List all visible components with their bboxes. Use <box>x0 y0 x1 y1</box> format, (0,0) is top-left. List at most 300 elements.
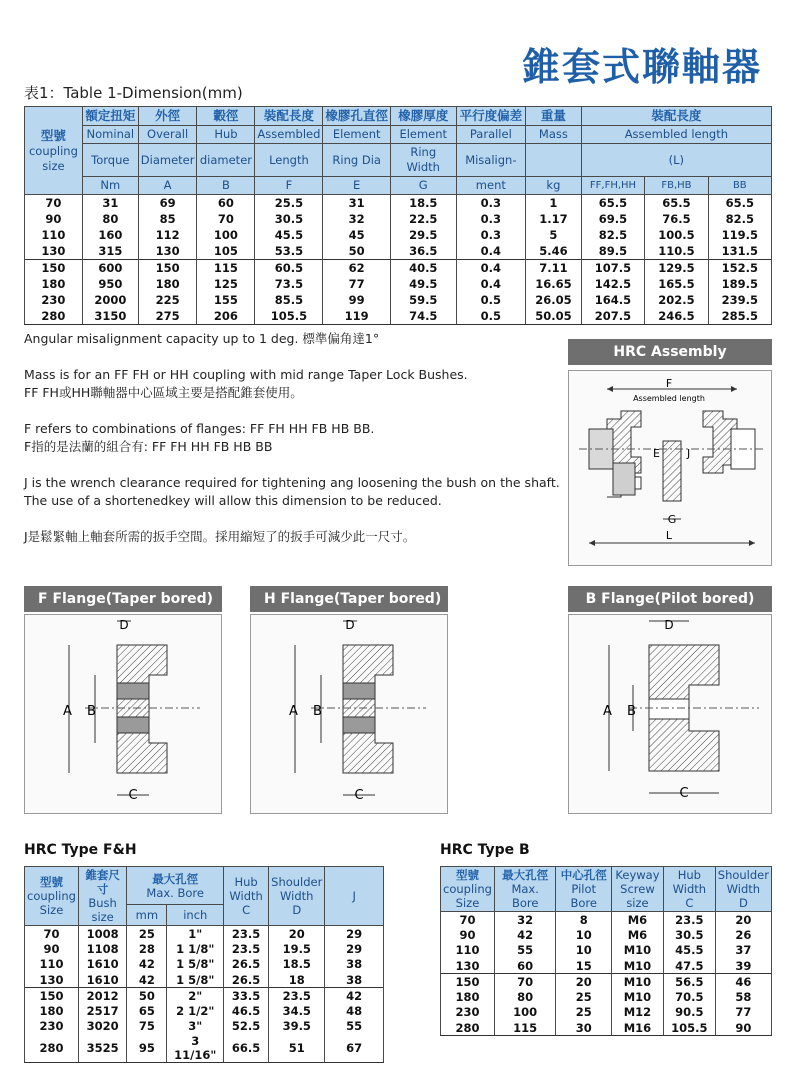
dimension-cell: 100.5 <box>645 227 708 243</box>
b-cell: 30 <box>556 1020 612 1036</box>
b-cell: 70 <box>494 974 555 990</box>
note-j-en2: The use of a shortenedkey will allow this dimension to be reduced. <box>24 493 442 508</box>
b-cell: 100 <box>494 1005 555 1021</box>
dimension-cell: 600 <box>82 259 138 275</box>
b-cell: 105.5 <box>663 1020 715 1036</box>
b-cell: 25 <box>556 989 612 1005</box>
col-width: 橡膠厚度 <box>390 107 456 126</box>
fh-cell: 280 <box>25 1034 79 1063</box>
col-par: 平行度偏差 <box>456 107 526 126</box>
dimension-cell: 73.5 <box>255 275 323 291</box>
table-row <box>25 243 772 259</box>
fh-cell: 38 <box>325 957 384 973</box>
dimension-cell: 206 <box>197 308 255 324</box>
b-cell: 30.5 <box>663 927 715 943</box>
hdr-text: Length <box>255 144 323 177</box>
dimension-cell: 25.5 <box>255 195 323 211</box>
dimension-cell: 107.5 <box>581 259 645 275</box>
flange-f-a-label: A <box>63 704 72 719</box>
fh-cell: 34.5 <box>269 1003 325 1019</box>
table-row <box>25 259 772 275</box>
b-cell: 20 <box>715 912 771 928</box>
b-cell: 77 <box>715 1005 771 1021</box>
dimension-cell: 40.5 <box>390 259 456 275</box>
dimension-cell: 69 <box>138 195 197 211</box>
hdr-unit: B <box>197 177 255 195</box>
dimension-cell: 1.17 <box>526 211 582 227</box>
fh-cell: 52.5 <box>224 1019 269 1035</box>
table-row <box>25 211 772 227</box>
dimension-cell: 22.5 <box>390 211 456 227</box>
fh-col-size: 型號 coupling Size <box>25 867 79 926</box>
flange-b-b-label: B <box>627 704 636 719</box>
table-row <box>441 927 772 943</box>
table-row <box>25 275 772 291</box>
dimension-cell: 50 <box>323 243 391 259</box>
fh-col-bush: 錐套尺寸 Bush size <box>78 867 126 926</box>
dimension-cell: 70 <box>197 211 255 227</box>
note-mass-en: Mass is for an FF FH or HH coupling with mid range Taper Lock Bushes. <box>24 367 468 382</box>
col-asm: 裝配長度 <box>255 107 323 126</box>
dimension-cell: 0.4 <box>456 259 526 275</box>
table-row <box>25 972 384 988</box>
table-row <box>25 1019 384 1035</box>
hdr-unit: Nm <box>82 177 138 195</box>
fh-cell: 180 <box>25 1003 79 1019</box>
fh-cell: 1108 <box>78 941 126 957</box>
dimension-cell: 45.5 <box>255 227 323 243</box>
b-cell: M10 <box>612 943 664 959</box>
hdr-unit: F <box>255 177 323 195</box>
b-table-body <box>441 912 772 1036</box>
table1-caption: 表1：Table 1-Dimension(mm) <box>24 84 243 102</box>
dimension-cell: 160 <box>82 227 138 243</box>
fh-col-j: J <box>325 867 384 926</box>
hdr-text: Hub <box>197 126 255 144</box>
flange-f-diagram <box>24 614 222 814</box>
fh-cell: 20 <box>269 926 325 942</box>
fh-cell: 19.5 <box>269 941 325 957</box>
dimension-cell: 280 <box>25 308 83 324</box>
dimension-cell: 2000 <box>82 292 138 308</box>
b-cell: 115 <box>494 1020 555 1036</box>
fh-cell: 3 11/16" <box>167 1034 224 1063</box>
hdr-text: Element <box>390 126 456 144</box>
b-cell: 32 <box>494 912 555 928</box>
table-row <box>441 1020 772 1036</box>
dimension-cell: 180 <box>25 275 83 291</box>
hdr-unit: E <box>323 177 391 195</box>
fh-cell: 3525 <box>78 1034 126 1063</box>
table-row <box>25 292 772 308</box>
dimension-cell: 246.5 <box>645 308 708 324</box>
dimension-cell: 45 <box>323 227 391 243</box>
b-cell: 60 <box>494 958 555 974</box>
table-row <box>441 974 772 990</box>
dimension-cell: 164.5 <box>581 292 645 308</box>
dimension-cell: 165.5 <box>645 275 708 291</box>
fh-cell: 33.5 <box>224 988 269 1004</box>
dimension-cell: 150 <box>138 259 197 275</box>
flange-f-d-label: D <box>119 618 129 632</box>
dimension-cell: 18.5 <box>390 195 456 211</box>
b-cell: 90.5 <box>663 1005 715 1021</box>
flange-h-b-label: B <box>313 704 322 719</box>
dimension-cell: 110 <box>25 227 83 243</box>
b-cell: 80 <box>494 989 555 1005</box>
hdr-text: Assembled <box>255 126 323 144</box>
col-torque: 額定扭矩 <box>82 107 138 126</box>
hdr-text: Torque <box>82 144 138 177</box>
fh-cell: 1 1/8" <box>167 941 224 957</box>
fh-col-hub: Hub Width C <box>224 867 269 926</box>
b-cell: 10 <box>556 943 612 959</box>
table-row <box>441 1005 772 1021</box>
dimension-cell: 125 <box>197 275 255 291</box>
b-cell: M10 <box>612 958 664 974</box>
hdr-text: Overall <box>138 126 197 144</box>
dimension-cell: 85 <box>138 211 197 227</box>
fh-cell: 2012 <box>78 988 126 1004</box>
fh-cell: 65 <box>127 1003 167 1019</box>
dimension-cell: 99 <box>323 292 391 308</box>
hdr-unit: ment <box>456 177 526 195</box>
fh-cell: 2 1/2" <box>167 1003 224 1019</box>
dimension-cell: 49.5 <box>390 275 456 291</box>
table-row <box>441 912 772 928</box>
b-cell: M10 <box>612 989 664 1005</box>
assembly-title: HRC Assembly <box>568 339 772 365</box>
b-cell: 8 <box>556 912 612 928</box>
dimension-cell: 69.5 <box>581 211 645 227</box>
fh-col-bore: 最大孔徑 Max. Bore <box>127 867 224 905</box>
flange-h-c-label: C <box>354 788 364 803</box>
dimension-cell: 36.5 <box>390 243 456 259</box>
dimension-cell: 115 <box>197 259 255 275</box>
dimension-cell: 3150 <box>82 308 138 324</box>
dimension-cell: 59.5 <box>390 292 456 308</box>
hdr-text: Nominal <box>82 126 138 144</box>
b-cell: 47.5 <box>663 958 715 974</box>
fh-cell: 23.5 <box>224 926 269 942</box>
note-j-zh: J是鬆緊軸上軸套所需的扳手空間。採用縮短了的扳手可減少此一尺寸。 <box>24 529 416 544</box>
dimension-cell: 105 <box>197 243 255 259</box>
fh-cell: 1 5/8" <box>167 972 224 988</box>
fh-cell: 48 <box>325 1003 384 1019</box>
hdr-text <box>526 144 582 177</box>
hdr-unit: BB <box>708 177 771 195</box>
fh-cell: 1610 <box>78 957 126 973</box>
fh-cell: 51 <box>269 1034 325 1063</box>
fh-cell: 26.5 <box>224 957 269 973</box>
fh-cell: 29 <box>325 941 384 957</box>
dimension-cell: 74.5 <box>390 308 456 324</box>
hdr-text: Ring Width <box>390 144 456 177</box>
dimension-cell: 76.5 <box>645 211 708 227</box>
flange-b-d-label: D <box>664 618 674 632</box>
fh-cell: 230 <box>25 1019 79 1035</box>
hdr-unit: G <box>390 177 456 195</box>
dimension-cell: 26.05 <box>526 292 582 308</box>
dimension-cell: 85.5 <box>255 292 323 308</box>
flange-h-d-label: D <box>345 618 355 632</box>
dim-f-label: F <box>665 377 673 390</box>
flange-b-title: B Flange(Pilot bored) <box>568 586 772 612</box>
dimension-cell: 239.5 <box>708 292 771 308</box>
hdr-unit: A <box>138 177 197 195</box>
hdr-text: Assembled length <box>581 126 771 144</box>
table-row <box>25 1034 384 1063</box>
table-row <box>25 957 384 973</box>
col-od: 外徑 <box>138 107 197 126</box>
b-cell: 56.5 <box>663 974 715 990</box>
dimension-cell: 105.5 <box>255 308 323 324</box>
b-cell: 110 <box>441 943 495 959</box>
fh-cell: 2517 <box>78 1003 126 1019</box>
table-row <box>25 988 384 1004</box>
hdr-text: Mass <box>526 126 582 144</box>
fh-cell: 95 <box>127 1034 167 1063</box>
fh-cell: 26.5 <box>224 972 269 988</box>
b-cell: 42 <box>494 927 555 943</box>
b-col-hub: Hub Width C <box>663 867 715 912</box>
dimension-cell: 129.5 <box>645 259 708 275</box>
dimension-cell: 110.5 <box>645 243 708 259</box>
dimension-cell: 119.5 <box>708 227 771 243</box>
fh-cell: 1 5/8" <box>167 957 224 973</box>
fh-cell: 42 <box>325 988 384 1004</box>
fh-cell: 46.5 <box>224 1003 269 1019</box>
fh-cell: 23.5 <box>269 988 325 1004</box>
dimension-cell: 31 <box>82 195 138 211</box>
table-row <box>25 308 772 324</box>
b-cell: M10 <box>612 974 664 990</box>
dimension-cell: 90 <box>25 211 83 227</box>
b-cell: 15 <box>556 958 612 974</box>
flange-h-diagram <box>250 614 448 814</box>
b-cell: 39 <box>715 958 771 974</box>
dimension-cell: 65.5 <box>645 195 708 211</box>
dimension-cell: 180 <box>138 275 197 291</box>
hdr-text: Ring Dia <box>323 144 391 177</box>
dim-e-label: E <box>653 447 660 460</box>
fh-cell: 130 <box>25 972 79 988</box>
flange-b-a-label: A <box>603 704 612 719</box>
flange-f-c-label: C <box>128 788 138 803</box>
dimension-cell: 32 <box>323 211 391 227</box>
dimension-cell: 77 <box>323 275 391 291</box>
fh-cell: 66.5 <box>224 1034 269 1063</box>
col-ring: 橡膠孔直徑 <box>323 107 391 126</box>
b-title: HRC Type B <box>440 842 530 858</box>
dimension-cell: 150 <box>25 259 83 275</box>
dimension-cell: 60.5 <box>255 259 323 275</box>
dimension-cell: 100 <box>197 227 255 243</box>
hdr-text: Misalign- <box>456 144 526 177</box>
dimension-cell: 0.5 <box>456 308 526 324</box>
fh-cell: 110 <box>25 957 79 973</box>
hdr-text: Diameter <box>138 144 197 177</box>
flange-f-title: F Flange(Taper bored) <box>24 586 222 612</box>
table-row <box>441 989 772 1005</box>
fh-cell: 2" <box>167 988 224 1004</box>
dimension-table <box>24 106 772 325</box>
b-table <box>440 866 772 1036</box>
b-cell: M6 <box>612 927 664 943</box>
table-row <box>441 958 772 974</box>
dimension-cell: 130 <box>138 243 197 259</box>
dimension-cell: 82.5 <box>708 211 771 227</box>
dimension-cell: 230 <box>25 292 83 308</box>
table-row <box>25 926 384 942</box>
dimension-table-body <box>25 195 772 325</box>
fh-cell: 3" <box>167 1019 224 1035</box>
col-size: 型號 coupling size <box>25 107 83 195</box>
hdr-text: (L) <box>581 144 771 177</box>
note-mass-zh: FF FH或HH聯軸器中心區域主要是搭配錐套使用。 <box>24 385 303 400</box>
dimension-cell: 0.3 <box>456 195 526 211</box>
b-cell: 23.5 <box>663 912 715 928</box>
hdr-unit: FB,HB <box>645 177 708 195</box>
b-col-size: 型號 coupling Size <box>441 867 495 912</box>
fh-cell: 70 <box>25 926 79 942</box>
fh-cell: 23.5 <box>224 941 269 957</box>
fh-cell: 75 <box>127 1019 167 1035</box>
dimension-cell: 29.5 <box>390 227 456 243</box>
b-cell: 70 <box>441 912 495 928</box>
b-cell: 25 <box>556 1005 612 1021</box>
dimension-cell: 142.5 <box>581 275 645 291</box>
note-f-zh: F指的是法蘭的組合有: FF FH HH FB HB BB <box>24 439 273 454</box>
col-mass: 重量 <box>526 107 582 126</box>
fh-cell: 150 <box>25 988 79 1004</box>
b-cell: 45.5 <box>663 943 715 959</box>
hdr-text: diameter <box>197 144 255 177</box>
fh-table <box>24 866 384 1063</box>
dimension-cell: 0.3 <box>456 227 526 243</box>
dim-l-label: L <box>665 529 673 542</box>
fh-col-inch: inch <box>167 905 224 926</box>
fh-cell: 39.5 <box>269 1019 325 1035</box>
note-f-en: F refers to combinations of flanges: FF FH HH FB HB BB. <box>24 421 375 436</box>
dimension-cell: 202.5 <box>645 292 708 308</box>
notes <box>24 330 564 564</box>
fh-cell: 29 <box>325 926 384 942</box>
b-cell: 70.5 <box>663 989 715 1005</box>
dimension-cell: 130 <box>25 243 83 259</box>
dim-asm-label: Assembled length <box>633 394 705 403</box>
dimension-cell: 30.5 <box>255 211 323 227</box>
col-hub: 轂徑 <box>197 107 255 126</box>
dim-j-label: J <box>687 447 691 460</box>
b-cell: 20 <box>556 974 612 990</box>
dimension-cell: 5 <box>526 227 582 243</box>
dimension-cell: 5.46 <box>526 243 582 259</box>
b-cell: 130 <box>441 958 495 974</box>
dimension-cell: 119 <box>323 308 391 324</box>
fh-cell: 42 <box>127 957 167 973</box>
fh-cell: 38 <box>325 972 384 988</box>
dimension-cell: 207.5 <box>581 308 645 324</box>
dimension-cell: 112 <box>138 227 197 243</box>
dimension-cell: 225 <box>138 292 197 308</box>
dimension-cell: 950 <box>82 275 138 291</box>
dimension-cell: 189.5 <box>708 275 771 291</box>
hdr-text: Parallel <box>456 126 526 144</box>
dimension-cell: 65.5 <box>708 195 771 211</box>
b-cell: 180 <box>441 989 495 1005</box>
col-al: 裝配長度 <box>581 107 771 126</box>
fh-col-shoulder: Shoulder Width D <box>269 867 325 926</box>
dimension-cell: 131.5 <box>708 243 771 259</box>
fh-cell: 55 <box>325 1019 384 1035</box>
fh-title: HRC Type F&H <box>24 842 137 858</box>
fh-cell: 50 <box>127 988 167 1004</box>
dimension-cell: 315 <box>82 243 138 259</box>
b-cell: 26 <box>715 927 771 943</box>
dimension-cell: 155 <box>197 292 255 308</box>
note-j-en: J is the wrench clearance required for tightening ang loosening the bush on the shaft. <box>24 475 560 490</box>
dimension-cell: 0.5 <box>456 292 526 308</box>
dimension-cell: 82.5 <box>581 227 645 243</box>
b-cell: 90 <box>441 927 495 943</box>
dimension-cell: 65.5 <box>581 195 645 211</box>
b-cell: 90 <box>715 1020 771 1036</box>
fh-cell: 18 <box>269 972 325 988</box>
table-row <box>25 941 384 957</box>
dimension-cell: 53.5 <box>255 243 323 259</box>
dimension-cell: 31 <box>323 195 391 211</box>
b-cell: 280 <box>441 1020 495 1036</box>
flange-b-diagram <box>568 614 772 814</box>
dimension-cell: 152.5 <box>708 259 771 275</box>
b-cell: M16 <box>612 1020 664 1036</box>
b-cell: M12 <box>612 1005 664 1021</box>
dimension-cell: 89.5 <box>581 243 645 259</box>
dimension-cell: 7.11 <box>526 259 582 275</box>
b-cell: 10 <box>556 927 612 943</box>
dimension-cell: 70 <box>25 195 83 211</box>
b-cell: M6 <box>612 912 664 928</box>
dimension-cell: 16.65 <box>526 275 582 291</box>
fh-cell: 3020 <box>78 1019 126 1035</box>
flange-b-c-label: C <box>679 786 689 801</box>
fh-cell: 90 <box>25 941 79 957</box>
b-cell: 150 <box>441 974 495 990</box>
dimension-cell: 0.3 <box>456 211 526 227</box>
assembly-diagram <box>568 370 772 566</box>
fh-col-mm: mm <box>127 905 167 926</box>
b-col-bore: 最大孔徑 Max. Bore <box>494 867 555 912</box>
hdr-unit: FF,FH,HH <box>581 177 645 195</box>
dimension-cell: 80 <box>82 211 138 227</box>
fh-table-body <box>25 926 384 1063</box>
table-row <box>25 227 772 243</box>
flange-f-b-label: B <box>87 704 96 719</box>
fh-cell: 67 <box>325 1034 384 1063</box>
fh-cell: 28 <box>127 941 167 957</box>
note-misalignment: Angular misalignment capacity up to 1 deg. 標準偏角達1° <box>24 331 380 346</box>
dimension-cell: 50.05 <box>526 308 582 324</box>
dimension-cell: 0.4 <box>456 275 526 291</box>
flange-h-a-label: A <box>289 704 298 719</box>
table-row <box>25 1003 384 1019</box>
fh-cell: 25 <box>127 926 167 942</box>
b-cell: 55 <box>494 943 555 959</box>
hdr-unit: kg <box>526 177 582 195</box>
b-cell: 58 <box>715 989 771 1005</box>
fh-cell: 18.5 <box>269 957 325 973</box>
